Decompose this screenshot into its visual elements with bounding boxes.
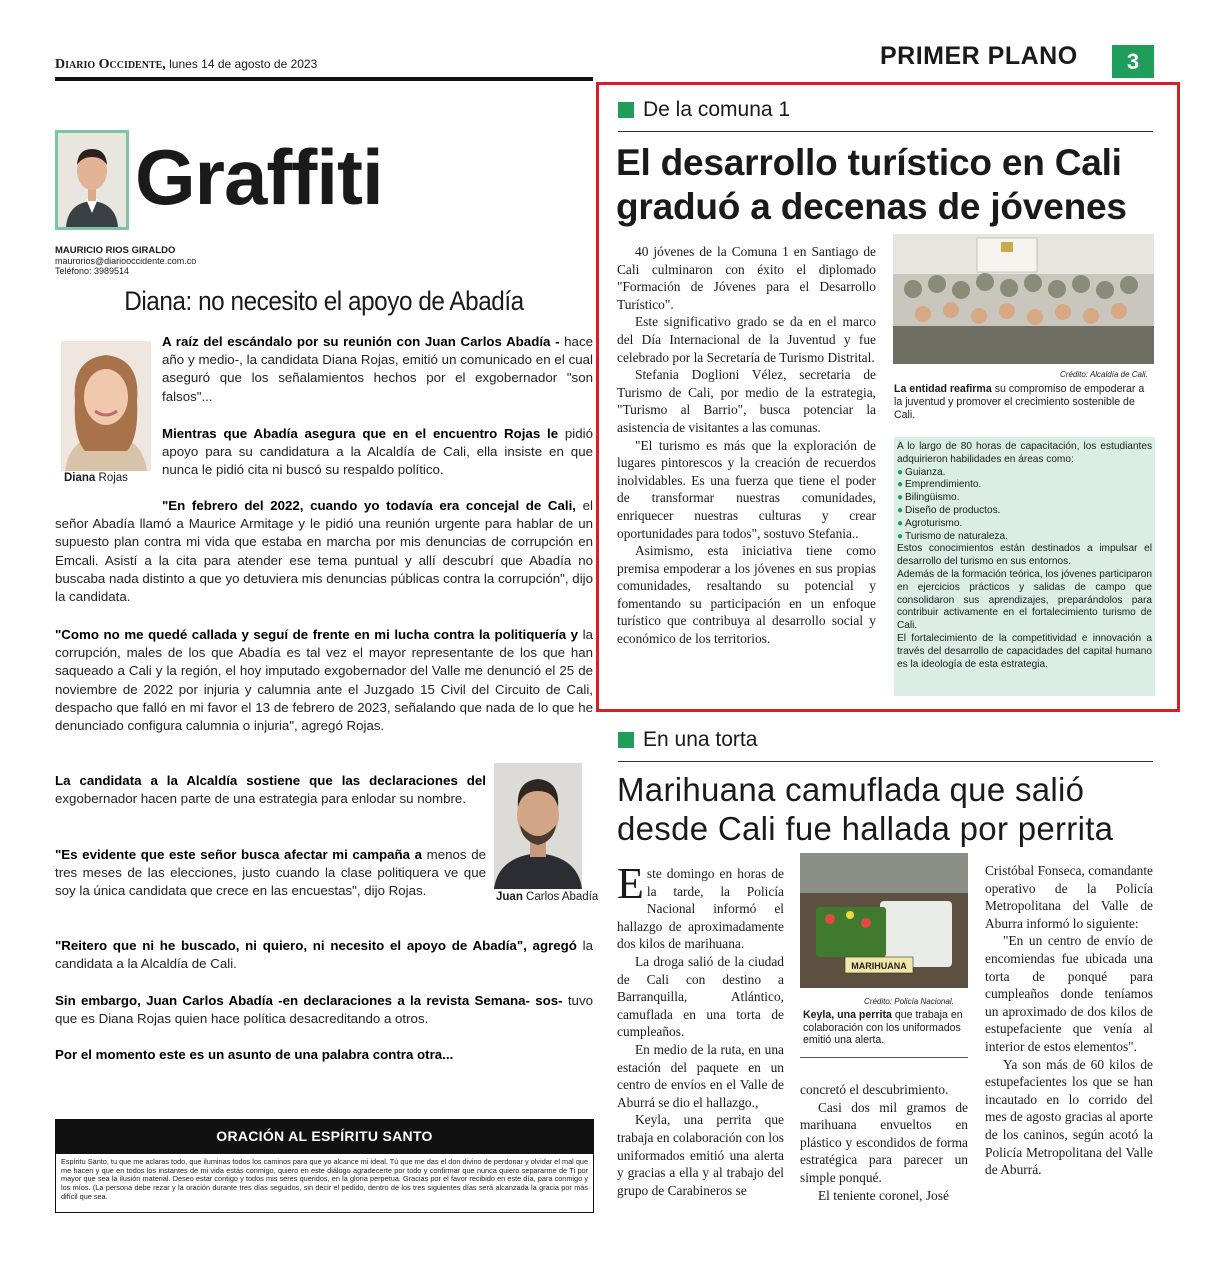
graffiti-headline: Diana: no necesito el apoyo de Abadía (124, 286, 524, 316)
graffiti-p1-lead: A raíz del escándalo por su reunión con Juan Carlos Abadía - (162, 334, 560, 349)
prayer-title: ORACIÓN AL ESPÍRITU SANTO (55, 1119, 594, 1153)
author-phone: Teléfono: 3989514 (55, 266, 130, 276)
article2-column-2 (800, 1081, 968, 1204)
article1-paragraph: Asimismo, esta iniciativa tiene como premisa empoderar a los jóvenes en sus propias comunidades, resaltando su potencial y fomentando su participación en un enfoque turístico que contribuya al desarrollo social y económico de los territorios. (617, 543, 876, 647)
page-number: 3 (1112, 45, 1154, 78)
article2-column-3 (985, 862, 1153, 1179)
box-list-text: Guianza. (905, 466, 946, 478)
article2-paragraph: Keyla, una perrita que trabaja en colaboración con los uniformados emitió una alerta y gracias a ella y al trabajo del grupo de Carabineros se (617, 1112, 784, 1198)
prayer-text: Espíritu Santo, tu que me aclaras todo, que iluminas todos los caminos para que yo alcance mi ideal. Tú que me das el don divino de perdonar y olvidar el mal que me hacen y que en todos los instantes de mi vida estás conmigo, quiero en este diálogo agradecerte por todo y confirmar que nunca quiero separarme de Ti por mayor que sea la ilusión material. Deseo estar contigo y todos mis seres queridos, en la gloria perpetua. Gracias por el favor recibido en este día, para conmigo y los míos. (La persona debe rezar y la oración durante tres días seguidos, sin decir el pedido, dentro de los tres siguientes días será alcanzada la gracia por más difícil que sea. (55, 1153, 594, 1213)
kicker-square-icon (618, 102, 634, 118)
juan-carlos-abadia-photo (494, 763, 582, 889)
article2-paragraph: Casi dos mil gramos de marihuana envueltos en plástico y escondidos de forma estratégica para parecer un simple ponqué. (800, 1099, 968, 1185)
marihuana-label: MARIHUANA (851, 961, 907, 971)
article2-paragraph: Cristóbal Fonseca, comandante operativo de la Policía Metropolitana del Valle de Aburra informó lo siguiente: (985, 863, 1153, 931)
box-list-text: Emprendimiento. (905, 479, 982, 491)
article1-caption-lead: La entidad reafirma (894, 383, 992, 395)
graffiti-paragraph-7 (55, 937, 593, 973)
graffiti-p9-lead: Por el momento este es un asunto de una palabra contra otra... (55, 1047, 454, 1062)
article2-rule (618, 761, 1153, 762)
article1-paragraph: "El turismo es más que la exploración de lugares pintorescos y la creación de recuerdos inolvidables. Es una fuerza que tiene el poder de transformar nuestras comunidades, enriquecer nuestras culturas y crear oportunidades para todos", sostuvo Stefania.. (617, 437, 876, 541)
graffiti-p6-text: menos de tres meses de las elecciones, justo cuando la clase politiquera ve que soy la única candidata que crece en las encuestas", dijo Rojas. (55, 847, 486, 899)
graffiti-p4-lead: "Como no me quedé callada y seguí de frente en mi lucha contra la politiquería y (55, 627, 579, 642)
graffiti-paragraph-2 (162, 425, 593, 480)
graffiti-p8-text: tuvo que es Diana Rojas quien hace política desacreditando a otros. (55, 993, 593, 1027)
article2-paragraph: La droga salió de la ciudad de Cali con destino a Barranquilla, Atlántico, camuflada en una torta de cumpleaños. (617, 953, 784, 1040)
box-intro: A lo largo de 80 horas de capacitación, los estudiantes adquirieron habilidades en áreas como: (897, 441, 1152, 465)
paper-name: Diario Occidente, (55, 57, 166, 72)
box-list-text: Turismo de naturaleza. (905, 530, 1008, 542)
box-paragraph: Además de la formación teórica, los jóvenes participaron en ejercicios prácticos y salidas de campo que consolidaron sus aprendizajes, preparándolos para contribuir activamente en el fortalecimiento turismo de Cali. (897, 568, 1152, 632)
article2-paragraph: En medio de la ruta, en una estación del paquete en un centro de envíos en el Valle de Aburrá se dio el hallazgo., (617, 1041, 784, 1110)
graffiti-paragraph-8 (55, 992, 593, 1028)
graduation-group-photo (893, 234, 1154, 364)
article2-lead-paragraph (617, 859, 784, 953)
box-list-text: Bilingüismo. (905, 492, 960, 504)
juan-caption-surname: Carlos Abadía (526, 891, 599, 903)
bullet-icon: ● (897, 492, 904, 504)
article2-headline: Marihuana camuflada que salió desde Cali fue hallada por perrita (617, 771, 1114, 847)
bullet-icon: ● (897, 479, 904, 491)
columnist-photo (55, 130, 129, 230)
article1-rule (618, 131, 1153, 132)
column-title: Graffiti (135, 133, 383, 221)
article1-paragraph: Este significativo grado se da en el marco del Día Internacional de la Juventud y fue celebrado por la Secretaría de Turismo Distrital. (617, 314, 876, 365)
juan-caption-name: Juan (496, 891, 523, 903)
article2-kicker (618, 728, 757, 752)
article1-caption (894, 383, 1155, 422)
box-list-text: Agroturismo. (905, 517, 963, 529)
article1-paragraph: 40 jóvenes de la Comuna 1 en Santiago de Cali culminaron con éxito el diplomado "Formación de Jóvenes para el Desarrollo Turístico". (617, 244, 876, 312)
box-list-item (897, 531, 1152, 544)
author-email: maurorios@diariooccidente.com.co (55, 256, 197, 266)
bullet-icon: ● (897, 504, 904, 516)
graffiti-paragraph-9 (55, 1046, 593, 1064)
diana-rojas-photo (61, 341, 151, 471)
box-list-item (897, 479, 1152, 492)
author-block (55, 246, 196, 276)
graffiti-paragraph-1 (162, 333, 593, 406)
kicker-square-icon (618, 732, 634, 748)
box-list-item (897, 467, 1152, 480)
article1-photo-credit: Crédito: Alcaldía de Cali. (1060, 370, 1148, 379)
graffiti-p6-lead: "Es evidente que este señor busca afectar mi campaña a (55, 847, 423, 862)
box-list-item (897, 518, 1152, 531)
article2-caption-text: que trabaja en colaboración con los uniformados emitió una alerta. (803, 1009, 963, 1046)
graffiti-paragraph-4 (55, 626, 593, 735)
article1-body (617, 243, 876, 648)
article1-kicker (618, 98, 790, 122)
issue-date: lunes 14 de agosto de 2023 (169, 57, 318, 71)
graffiti-p7-lead: "Reitero que ni he buscado, ni quiero, ni necesito el apoyo de Abadía", agregó (55, 938, 577, 953)
graffiti-p2-text: pidió apoyo para su candidatura a la Alcaldía de Cali, ella insiste en que nunca le pidió cita ni buscó su respaldo político. (162, 426, 593, 478)
graffiti-p8-lead: Sin embargo, Juan Carlos Abadía -en declaraciones a la revista Semana- sos- (55, 993, 563, 1008)
graffiti-p4-text: la corrupción, males de los que Abadía es tal vez el mayor representante de los que han saqueado a Cali y la región, el hoy imputado exgobernador del Valle me denunció el 25 de noviembre de 2022 por injuria y calumnia ante el Juzgado 15 Civil del Circuito de Cali, despacho que falló en mi favor el 13 de febrero de 2023, señalando que nada de lo que he denunciado configura calumnia o injuria", agregó Rojas. (55, 627, 593, 734)
graffiti-p3-text: el señor Abadía llamó a Maurice Armitage y le pidió una reunión urgente para hablar de un supuesto plan contra mi vida que estaba en marcha por mis denuncias de corrupción en Emcali. Asistí a la cita para atender ese tema puntual y allí descubrí que Abadía no buscaba nada distinto a que yo detuviera mis denuncias públicas contra la corrupción", dijo la candidata. (55, 498, 593, 605)
article2-paragraph: Ya son más de 60 kilos de estupefacientes los que se han incautado en lo corrido del mes de agosto gracias al aporte de los caninos, según acotó la Policía Metropolitana del Valle de Aburrá. (985, 1056, 1153, 1178)
diana-caption (64, 472, 128, 484)
graffiti-p1-text: hace año y medio-, la candidata Diana Rojas, emitió un comunicado en el cual aseguró que los señalamientos hechos por el exgobernador "son falsos"... (162, 334, 593, 404)
graffiti-p5-text: exgobernador hacen parte de una estrategia para enlodar su nombre. (55, 791, 467, 807)
box-paragraph: El fortalecimiento de la competitividad e innovación a través del desarrollo de capacidades del capital humano es la ideología de esta estrategia. (897, 632, 1152, 670)
graffiti-p5-lead: La candidata a la Alcaldía sostiene que las declaraciones del (55, 773, 486, 788)
author-name: MAURICIO RIOS GIRALDO (55, 245, 176, 256)
seized-cake-photo (800, 853, 968, 988)
box-list-text: Diseño de productos. (905, 504, 1001, 516)
graffiti-paragraph-3 (55, 497, 593, 606)
article1-caption-text: su compromiso de empoderar a la juventud y promover el crecimiento sostenible de Cali. (894, 383, 1145, 421)
graffiti-p7-text: la candidata a la Alcaldía de Cali. (55, 938, 593, 972)
article2-caption (803, 1009, 969, 1047)
header-rule (55, 77, 593, 81)
graffiti-paragraph-6 (55, 846, 486, 901)
bullet-icon: ● (897, 466, 904, 478)
article2-paragraph: concretó el descubrimiento. (800, 1082, 949, 1097)
article2-lead-text: ste domingo en horas de la tarde, la Policía Nacional informó el hallazgo de aproximadamente dos kilos de marihuana. (617, 866, 784, 952)
graffiti-p2-lead: Mientras que Abadía asegura que en el encuentro Rojas le (162, 426, 559, 441)
masthead (55, 57, 317, 73)
article2-paragraph: El teniente coronel, José (818, 1187, 949, 1203)
article2-kicker-text: En una torta (643, 728, 758, 751)
article1-headline: El desarrollo turístico en Cali graduó a decenas de jóvenes (616, 142, 1127, 227)
diana-caption-surname: Rojas (98, 472, 128, 484)
diana-caption-name: Diana (64, 472, 96, 484)
box-paragraph: Estos conocimientos están destinados a impulsar el desarrollo del turismo en sus entornos. (897, 543, 1152, 568)
skills-sidebar-box (894, 437, 1155, 696)
article2-photo-credit: Crédito: Policía Nacional. (864, 997, 954, 1006)
box-list-item (897, 492, 1152, 505)
graffiti-paragraph-5 (55, 772, 486, 808)
box-list-item (897, 505, 1152, 518)
graffiti-p3-lead: "En febrero del 2022, cuando yo todavía era concejal de Cali, (162, 498, 576, 513)
article1-kicker-text: De la comuna 1 (643, 98, 791, 121)
bullet-icon: ● (897, 530, 904, 542)
juan-caption (496, 891, 598, 904)
article2-paragraph: "En un centro de envío de encomiendas fue ubicada una torta de ponqué para cumpleaños donde teníamos un aproximado de dos kilos de estupefaciente que venía al interior de estos elementos". (985, 933, 1153, 1054)
article2-caption-lead: Keyla, una perrita (803, 1009, 892, 1021)
caption-rule (800, 1057, 968, 1058)
dropcap: E (617, 859, 644, 908)
bullet-icon: ● (897, 517, 904, 529)
section-title: PRIMER PLANO (880, 42, 1078, 70)
article1-paragraph: Stefania Doglioni Vélez, secretaria de Turismo de Cali, por medio de la estrategia, "Turismo al Barrio", busca potenciar la asistencia de visitantes a las comunas. (617, 367, 876, 435)
article2-column-1 (617, 859, 784, 1199)
